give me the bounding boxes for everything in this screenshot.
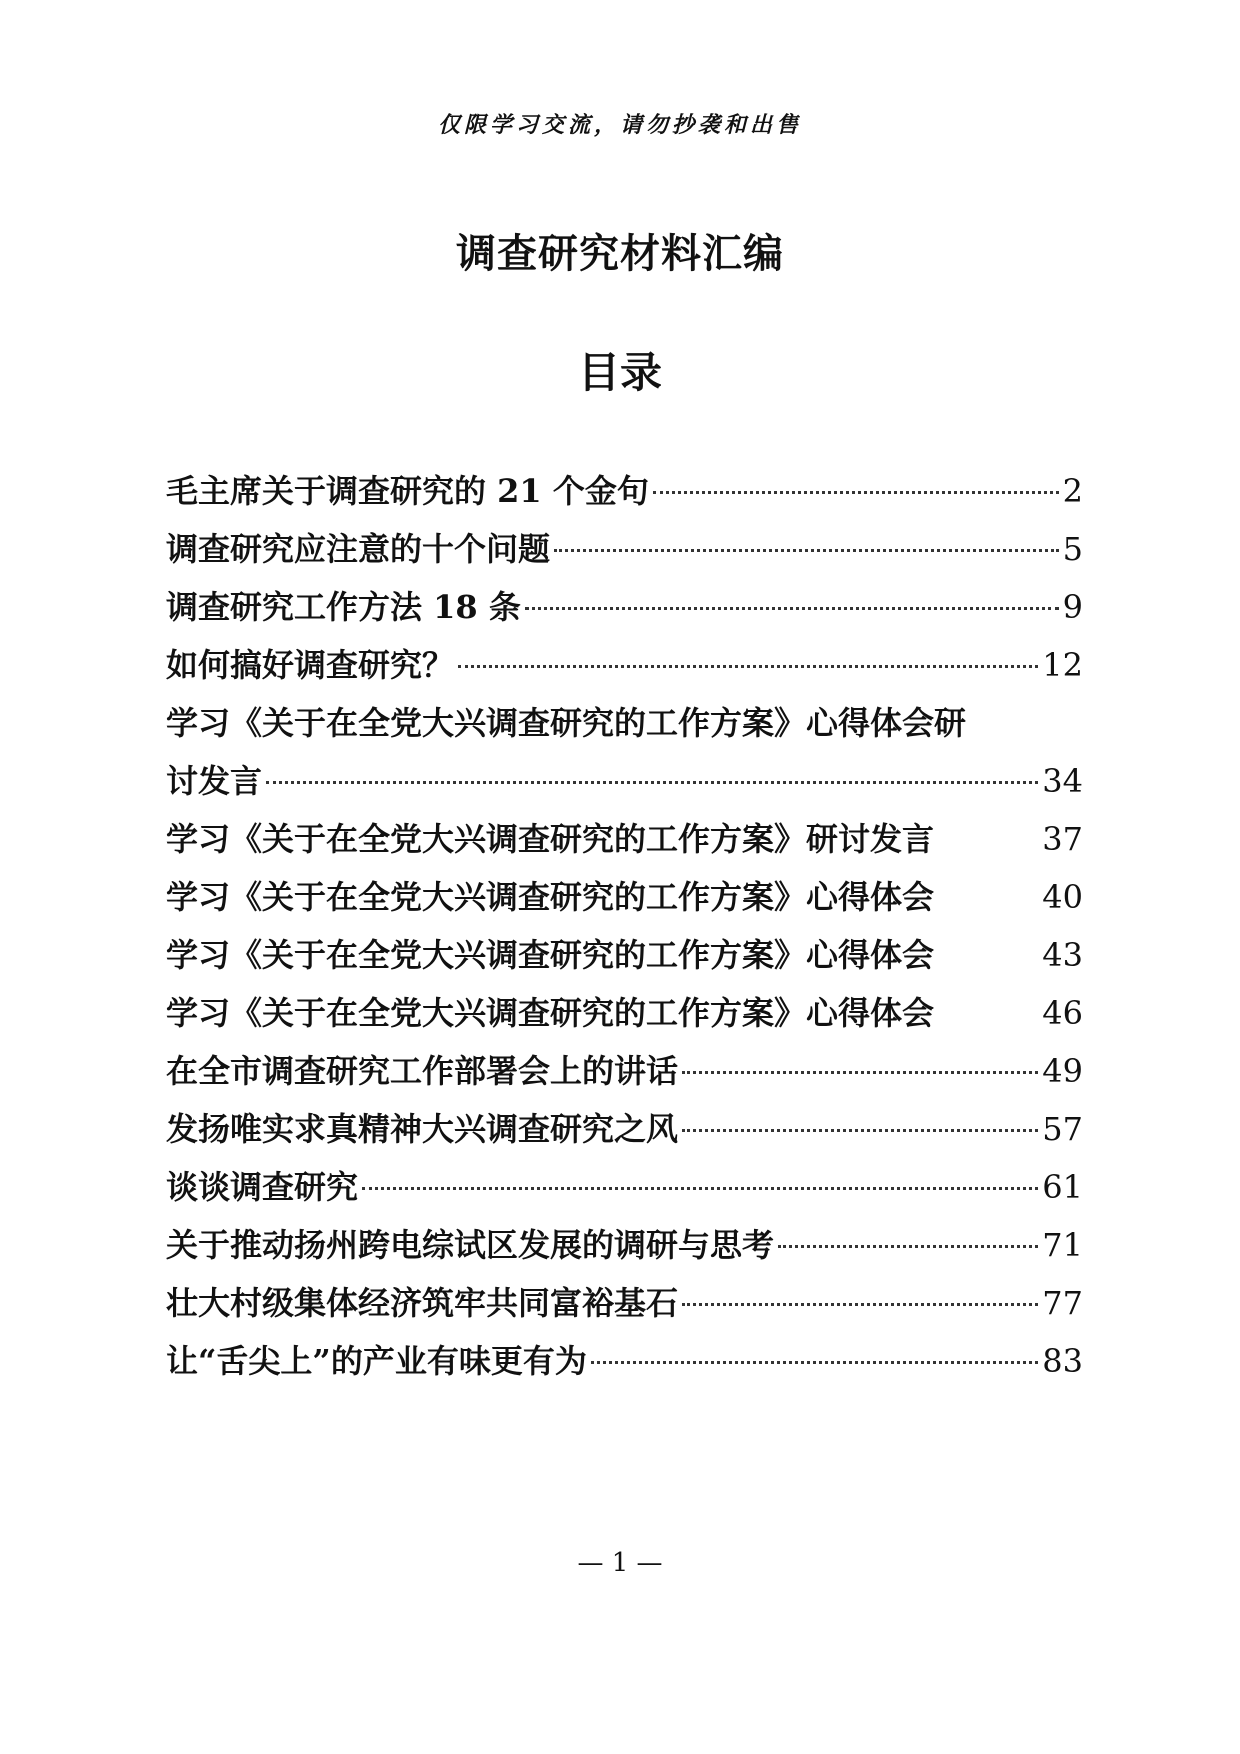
- toc-entry[interactable]: [166, 520, 1083, 578]
- toc-entry-page: 77: [1042, 1284, 1083, 1322]
- page-number: — 1 —: [577, 1548, 663, 1578]
- toc-entry-title: 毛主席关于调查研究的 21 个金句: [166, 472, 649, 510]
- toc-leader-dots: [554, 549, 1059, 552]
- toc-entry-page: 40: [1042, 878, 1083, 916]
- toc-entry-title: 学习《关于在全党大兴调查研究的工作方案》心得体会: [166, 936, 935, 974]
- toc-entry-title: 谈谈调查研究: [166, 1168, 359, 1206]
- table-of-contents: [166, 462, 1083, 1390]
- toc-entry-title: 让“舌尖上”的产业有味更有为: [166, 1342, 587, 1380]
- toc-heading: 目录: [577, 348, 662, 397]
- toc-entry-page: 37: [1042, 820, 1083, 858]
- toc-leader-dots: [682, 1303, 1038, 1306]
- toc-entry[interactable]: [166, 462, 1083, 520]
- toc-entry-page: 61: [1042, 1168, 1083, 1206]
- toc-entry-page: 57: [1042, 1110, 1083, 1148]
- toc-entry[interactable]: [166, 868, 1083, 926]
- toc-entry-page: 43: [1042, 936, 1083, 974]
- copyright-notice: 仅限学习交流，请勿抄袭和出售: [437, 112, 802, 138]
- toc-entry-continuation[interactable]: [166, 752, 1083, 810]
- toc-entry-page: 83: [1042, 1342, 1083, 1380]
- toc-leader-dots: [266, 781, 1038, 784]
- toc-entry-title: 关于推动扬州跨电综试区发展的调研与思考: [166, 1226, 775, 1264]
- toc-entry[interactable]: [166, 1216, 1083, 1274]
- toc-entry-page: 46: [1042, 994, 1083, 1032]
- toc-entry[interactable]: [166, 810, 1083, 868]
- toc-entry[interactable]: [166, 984, 1083, 1042]
- toc-leader-dots: [682, 1071, 1038, 1074]
- toc-entry-page: 5: [1062, 530, 1083, 568]
- toc-entry[interactable]: [166, 578, 1083, 636]
- toc-entry-title: 学习《关于在全党大兴调查研究的工作方案》心得体会研: [166, 704, 967, 742]
- toc-entry[interactable]: [166, 1274, 1083, 1332]
- toc-entry-title: 学习《关于在全党大兴调查研究的工作方案》心得体会: [166, 878, 935, 916]
- toc-leader-dots: [458, 665, 1038, 668]
- toc-entry[interactable]: [166, 1042, 1083, 1100]
- toc-entry-page: 34: [1042, 762, 1083, 800]
- toc-entry-title: 调查研究工作方法 18 条: [166, 588, 521, 626]
- toc-entry-page: 12: [1042, 646, 1083, 684]
- toc-entry-page: 71: [1042, 1226, 1083, 1264]
- toc-entry-title: 壮大村级集体经济筑牢共同富裕基石: [166, 1284, 679, 1322]
- toc-entry-title-cont: 讨发言: [166, 762, 263, 800]
- toc-entry-page: 2: [1062, 472, 1083, 510]
- toc-leader-dots: [682, 1129, 1038, 1132]
- toc-entry-title: 如何搞好调查研究？: [166, 646, 455, 684]
- toc-entry[interactable]: [166, 636, 1083, 694]
- toc-entry[interactable]: [166, 1332, 1083, 1390]
- toc-entry-title: 在全市调查研究工作部署会上的讲话: [166, 1052, 679, 1090]
- toc-entry-title: 学习《关于在全党大兴调查研究的工作方案》研讨发言: [166, 820, 935, 858]
- toc-leader-dots: [591, 1361, 1038, 1364]
- toc-entry-title: 调查研究应注意的十个问题: [166, 530, 551, 568]
- toc-entry[interactable]: [166, 1158, 1083, 1216]
- document-title: 调查研究材料汇编: [456, 230, 784, 277]
- toc-entry-title: 学习《关于在全党大兴调查研究的工作方案》心得体会: [166, 994, 935, 1032]
- toc-entry-page: 9: [1062, 588, 1083, 626]
- toc-entry[interactable]: [166, 694, 1083, 752]
- toc-entry-title: 发扬唯实求真精神大兴调查研究之风: [166, 1110, 679, 1148]
- toc-leader-dots: [362, 1187, 1038, 1190]
- toc-leader-dots: [778, 1245, 1038, 1248]
- toc-entry[interactable]: [166, 1100, 1083, 1158]
- toc-entry-page: 49: [1042, 1052, 1083, 1090]
- toc-entry[interactable]: [166, 926, 1083, 984]
- toc-leader-dots: [653, 491, 1059, 494]
- toc-leader-dots: [525, 607, 1059, 610]
